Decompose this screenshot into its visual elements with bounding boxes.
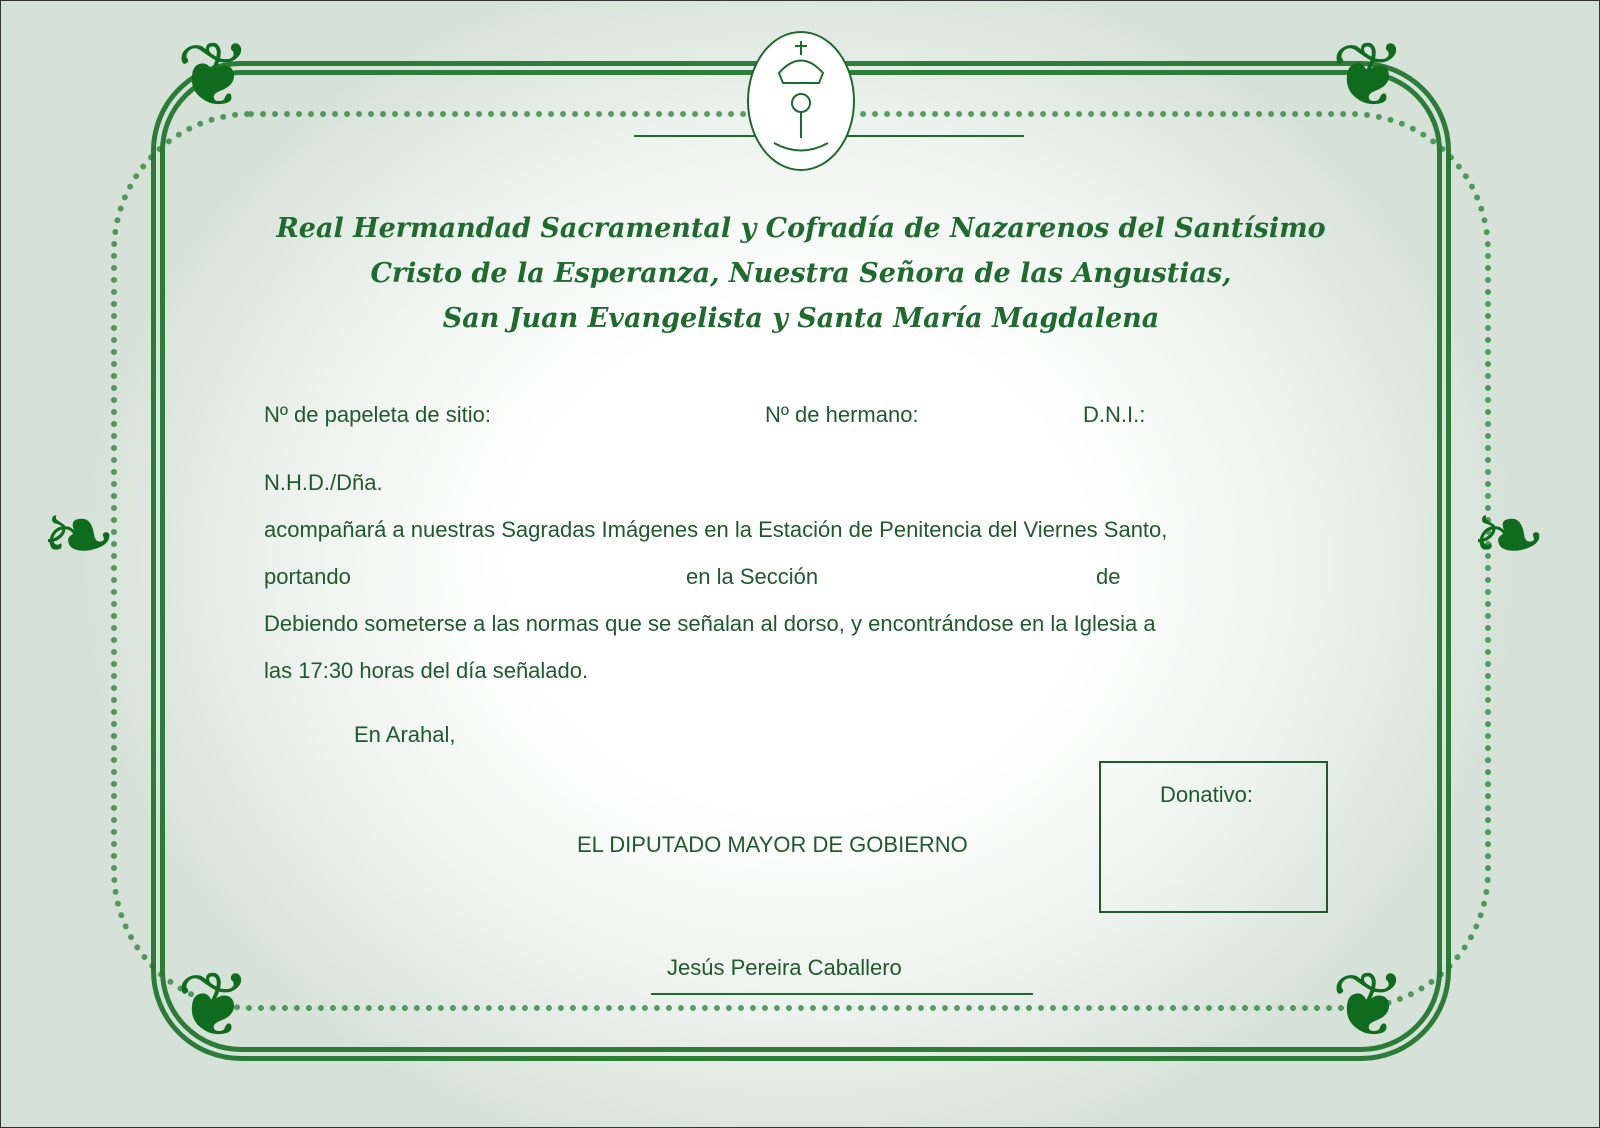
nhd-label: N.H.D./Dña. bbox=[264, 470, 383, 495]
title-line-2: Cristo de la Esperanza, Nuestra Señora de las Angustias, bbox=[370, 258, 1232, 289]
dni-label: D.N.I.: bbox=[1083, 402, 1146, 427]
corner-ornament-icon: ❦ bbox=[176, 26, 252, 126]
corner-ornament-icon: ❦ bbox=[176, 956, 252, 1056]
donativo-label: Donativo: bbox=[1160, 782, 1253, 807]
title-line-3: San Juan Evangelista y Santa María Magdalena bbox=[442, 303, 1160, 334]
signature-line bbox=[651, 993, 1033, 995]
corner-ornament-icon: ❦ bbox=[1331, 956, 1407, 1056]
side-ornament-icon: ❧ bbox=[41, 486, 117, 586]
corner-ornament-icon: ❦ bbox=[1331, 26, 1407, 126]
signer-title: EL DIPUTADO MAYOR DE GOBIERNO bbox=[577, 832, 968, 857]
portando-label: portando bbox=[264, 564, 351, 589]
hermano-label: Nº de hermano: bbox=[765, 402, 919, 427]
body-line-1: acompañará a nuestras Sagradas Imágenes en la Estación de Penitencia del Viernes Santo, bbox=[264, 517, 1168, 542]
title-line-1: Real Hermandad Sacramental y Cofradía de Nazarenos del Santísimo bbox=[276, 213, 1326, 244]
papeleta-label: Nº de papeleta de sitio: bbox=[264, 402, 491, 427]
brotherhood-emblem bbox=[747, 31, 855, 171]
place-text: En Arahal, bbox=[354, 722, 456, 747]
body-line-3: Debiendo someterse a las normas que se señalan al dorso, y encontrándose en la Iglesia a bbox=[264, 611, 1156, 636]
de-label: de bbox=[1096, 564, 1121, 589]
seccion-label: en la Sección bbox=[686, 564, 819, 589]
body-line-4: las 17:30 horas del día señalado. bbox=[264, 658, 589, 683]
side-ornament-icon: ❧ bbox=[1471, 486, 1547, 586]
signer-name: Jesús Pereira Caballero bbox=[667, 955, 902, 980]
